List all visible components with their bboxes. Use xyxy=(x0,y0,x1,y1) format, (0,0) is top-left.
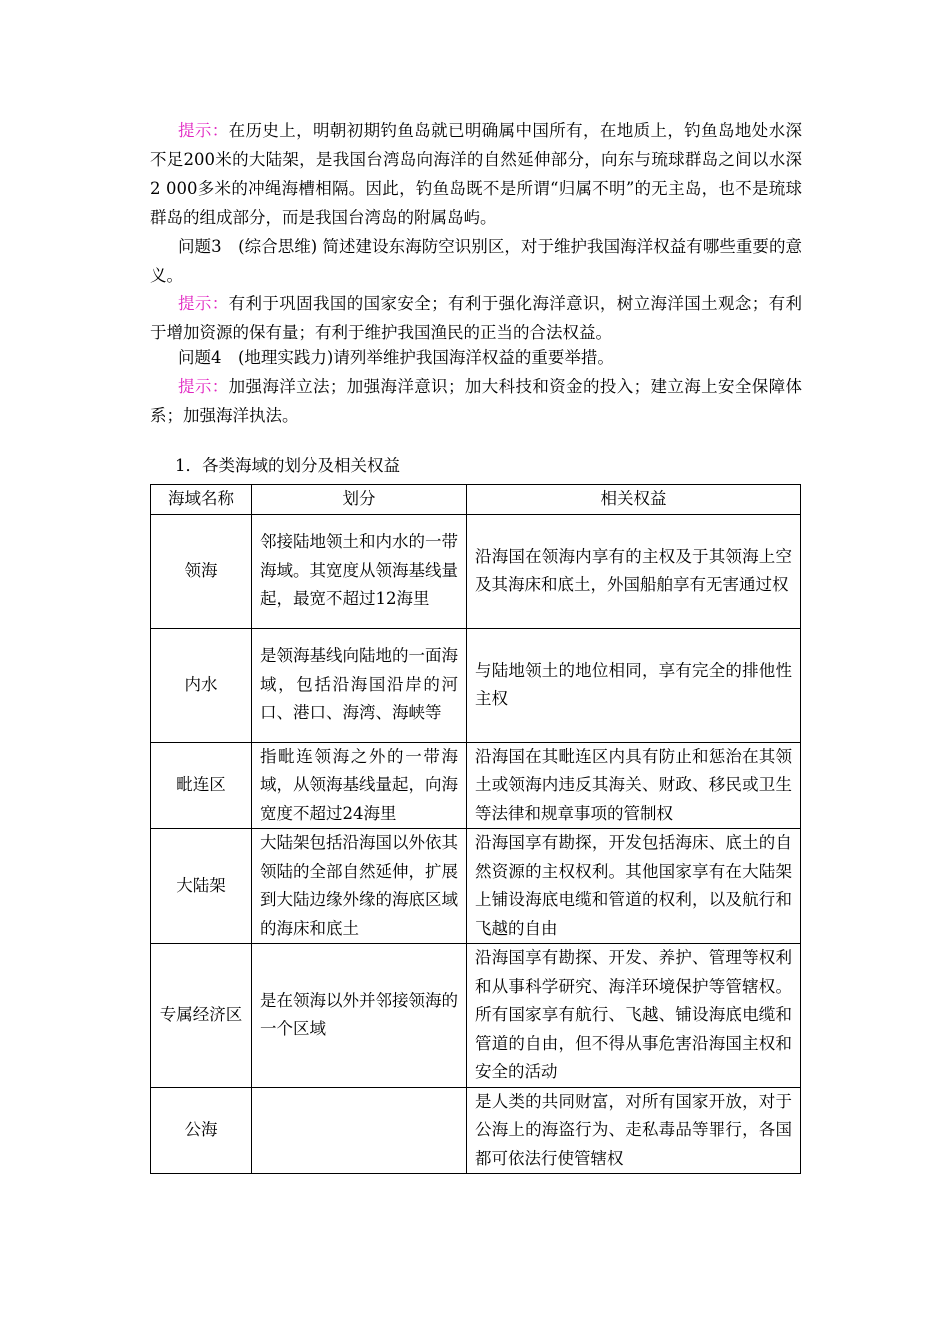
sea-area-rights: 与陆地领土的地位相同，享有完全的排他性主权 xyxy=(467,628,801,742)
sea-areas-table xyxy=(150,484,801,1174)
sea-area-name: 领海 xyxy=(151,514,252,628)
sea-area-name: 内水 xyxy=(151,628,252,742)
sea-area-rights: 沿海国在其毗连区内具有防止和惩治在其领土或领海内违反其海关、财政、移民或卫生等法律和规章事项的管制权 xyxy=(467,742,801,829)
sea-area-name: 毗连区 xyxy=(151,742,252,829)
paragraph-text: 有利于巩固我国的国家安全；有利于强化海洋意识，树立海洋国土观念；有利于增加资源的保有量；有利于维护我国渔民的正当的合法权益。 xyxy=(150,294,802,342)
table-row xyxy=(151,1087,801,1174)
paragraph-text: 问题3 (综合思维) 简述建设东海防空识别区，对于维护我国海洋权益有哪些重要的意义。 xyxy=(150,237,802,285)
sea-area-name: 大陆架 xyxy=(151,829,252,944)
sea-area-name: 公海 xyxy=(151,1087,252,1174)
sea-area-rights: 沿海国在领海内享有的主权及于其领海上空及其海床和底土，外国船舶享有无害通过权 xyxy=(467,514,801,628)
sea-area-division: 大陆架包括沿海国以外依其领陆的全部自然延伸，扩展到大陆边缘外缘的海底区域的海床和底土 xyxy=(252,829,467,944)
hint-label: 提示： xyxy=(178,121,229,140)
sea-area-name: 专属经济区 xyxy=(151,944,252,1088)
question-3 xyxy=(150,232,802,290)
sea-area-rights: 沿海国享有勘探，开发包括海床、底土的自然资源的主权权利。其他国家享有在大陆架上铺设海底电缆和管道的权利，以及航行和飞越的自由 xyxy=(467,829,801,944)
sea-area-division: 是领海基线向陆地的一面海域，包括沿海国沿岸的河口、港口、海湾、海峡等 xyxy=(252,628,467,742)
sea-area-division xyxy=(252,1087,467,1174)
header-sea-area-name: 海域名称 xyxy=(151,485,252,515)
table-header-row xyxy=(151,485,801,515)
sea-area-division: 是在领海以外并邻接领海的一个区域 xyxy=(252,944,467,1088)
paragraph-text: 在历史上，明朝初期钓鱼岛就已明确属中国所有，在地质上，钓鱼岛地处水深不足200米的大陆架，是我国台湾岛向海洋的自然延伸部分，向东与琉球群岛之间以水深2 000多米的冲绳海槽相隔。因此，钓鱼岛既不是所谓“归属不明”的无主岛，也不是琉球群岛的组成部分，而是我国台湾岛的附属岛屿。 xyxy=(150,121,802,227)
answer-paragraph-3 xyxy=(150,289,802,347)
sea-area-rights: 是人类的共同财富，对所有国家开放，对于公海上的海盗行为、走私毒品等罪行，各国都可依法行使管辖权 xyxy=(467,1087,801,1174)
hint-label: 提示： xyxy=(178,377,229,396)
table-caption: 1．各类海域的划分及相关权益 xyxy=(175,456,400,475)
answer-paragraph-4 xyxy=(150,372,802,430)
sea-area-division: 邻接陆地领土和内水的一带海域。其宽度从领海基线量起，最宽不超过12海里 xyxy=(252,514,467,628)
question-4 xyxy=(150,343,802,372)
table-row xyxy=(151,742,801,829)
paragraph-text: 加强海洋立法；加强海洋意识；加大科技和资金的投入；建立海上安全保障体系；加强海洋执法。 xyxy=(150,377,802,425)
header-rights: 相关权益 xyxy=(467,485,801,515)
sea-area-division: 指毗连领海之外的一带海域，从领海基线量起，向海宽度不超过24海里 xyxy=(252,742,467,829)
table-row xyxy=(151,829,801,944)
table-row xyxy=(151,944,801,1088)
paragraph-text: 问题4 (地理实践力)请列举维护我国海洋权益的重要举措。 xyxy=(178,348,614,367)
table-row xyxy=(151,628,801,742)
answer-paragraph-1 xyxy=(150,116,802,232)
sea-area-rights: 沿海国享有勘探、开发、养护、管理等权利和从事科学研究、海洋环境保护等管辖权。所有国家享有航行、飞越、铺设海底电缆和管道的自由，但不得从事危害沿海国主权和安全的活动 xyxy=(467,944,801,1088)
header-division: 划分 xyxy=(252,485,467,515)
hint-label: 提示： xyxy=(178,294,229,313)
table-row xyxy=(151,514,801,628)
